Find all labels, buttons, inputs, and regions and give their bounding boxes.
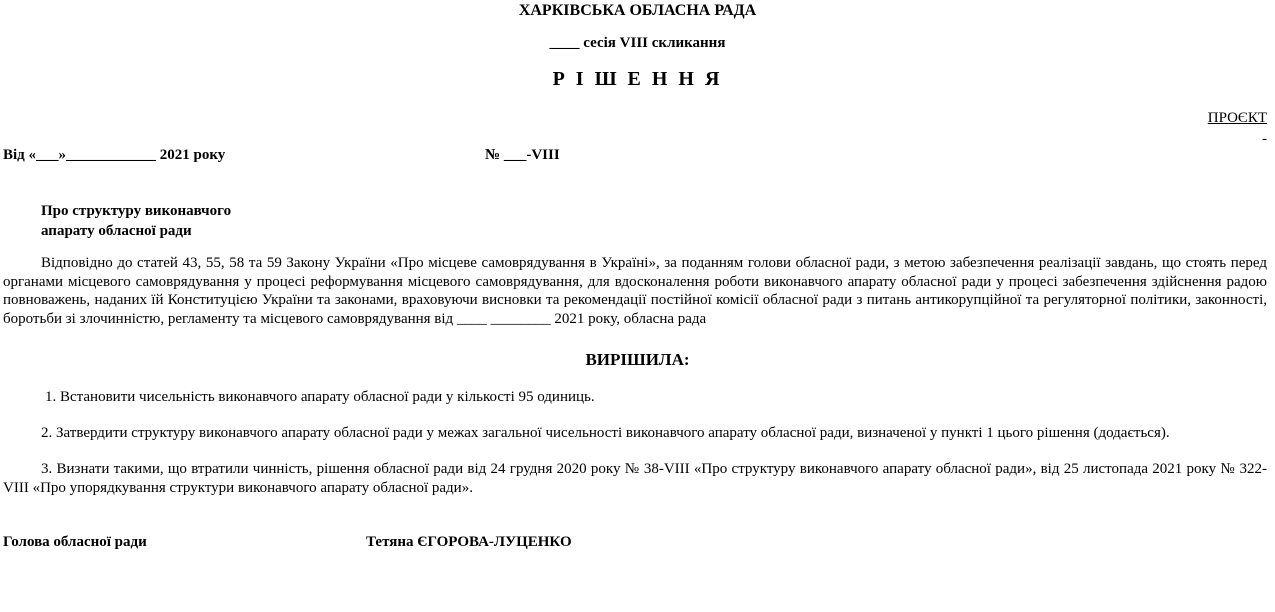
decision-item-1: 1. Встановити чисельність виконавчого апарату обласної ради у кількості 95 одиниць. <box>45 389 595 405</box>
decision-subject <box>41 201 231 241</box>
project-label: ПРОЄКТ <box>1207 110 1267 126</box>
decision-date: Від «___»____________ 2021 року <box>3 147 226 163</box>
subject-line-2: апарату обласної ради <box>41 223 192 239</box>
signatory-name: Тетяна ЄГОРОВА-ЛУЦЕНКО <box>366 534 572 550</box>
decision-item-3: 3. Визнати такими, що втратили чинність, рішення обласної ради від 24 грудня 2020 року № 38-VIII «Про структуру виконавчого апарату обласної ради», від 25 листопада 2021 року № 322- VIII «Про упорядкування структури виконавчого апарату обласної ради». <box>3 461 1267 496</box>
signatory-title: Голова обласної ради <box>3 534 147 550</box>
session-line: ____ сесія VIII скликання <box>549 35 726 51</box>
project-dash: - <box>1262 131 1267 147</box>
decision-number: № ___-VIII <box>485 147 560 163</box>
subject-line-1: Про структуру виконавчого <box>41 203 232 219</box>
decision-title: Р І Ш Е Н Н Я <box>552 68 723 90</box>
resolved-heading: ВИРІШИЛА: <box>585 350 690 369</box>
preamble-paragraph: Відповідно до статей 43, 55, 58 та 59 Закону України «Про місцеве самоврядування в Україні», за поданням голови обласної ради, з метою забезпечення реалізації завдань, що стоять перед органами місцевого самоврядування у процесі реформування місцевого самоврядування, для вдосконалення роботи виконавчого апарату обласної ради у процесі забезпечення здійснення радою повноважень, наданих їй Конституцією України та законами, враховуючи висновки та рекомендації постійної комісії обласної ради з питань антикорупційної та регуляторної політики, законності, боротьби зі злочинністю, регламенту та місцевого самоврядування від ____ ________ 2021 року, обласна рада <box>3 255 1267 327</box>
decision-item-2: 2. Затвердити структуру виконавчого апарату обласної ради у межах загальної чисельності виконавчого апарату обласної ради, визначеної у пункті 1 цього рішення (додається). <box>41 425 1170 441</box>
council-name: ХАРКІВСЬКА ОБЛАСНА РАДА <box>518 2 757 19</box>
